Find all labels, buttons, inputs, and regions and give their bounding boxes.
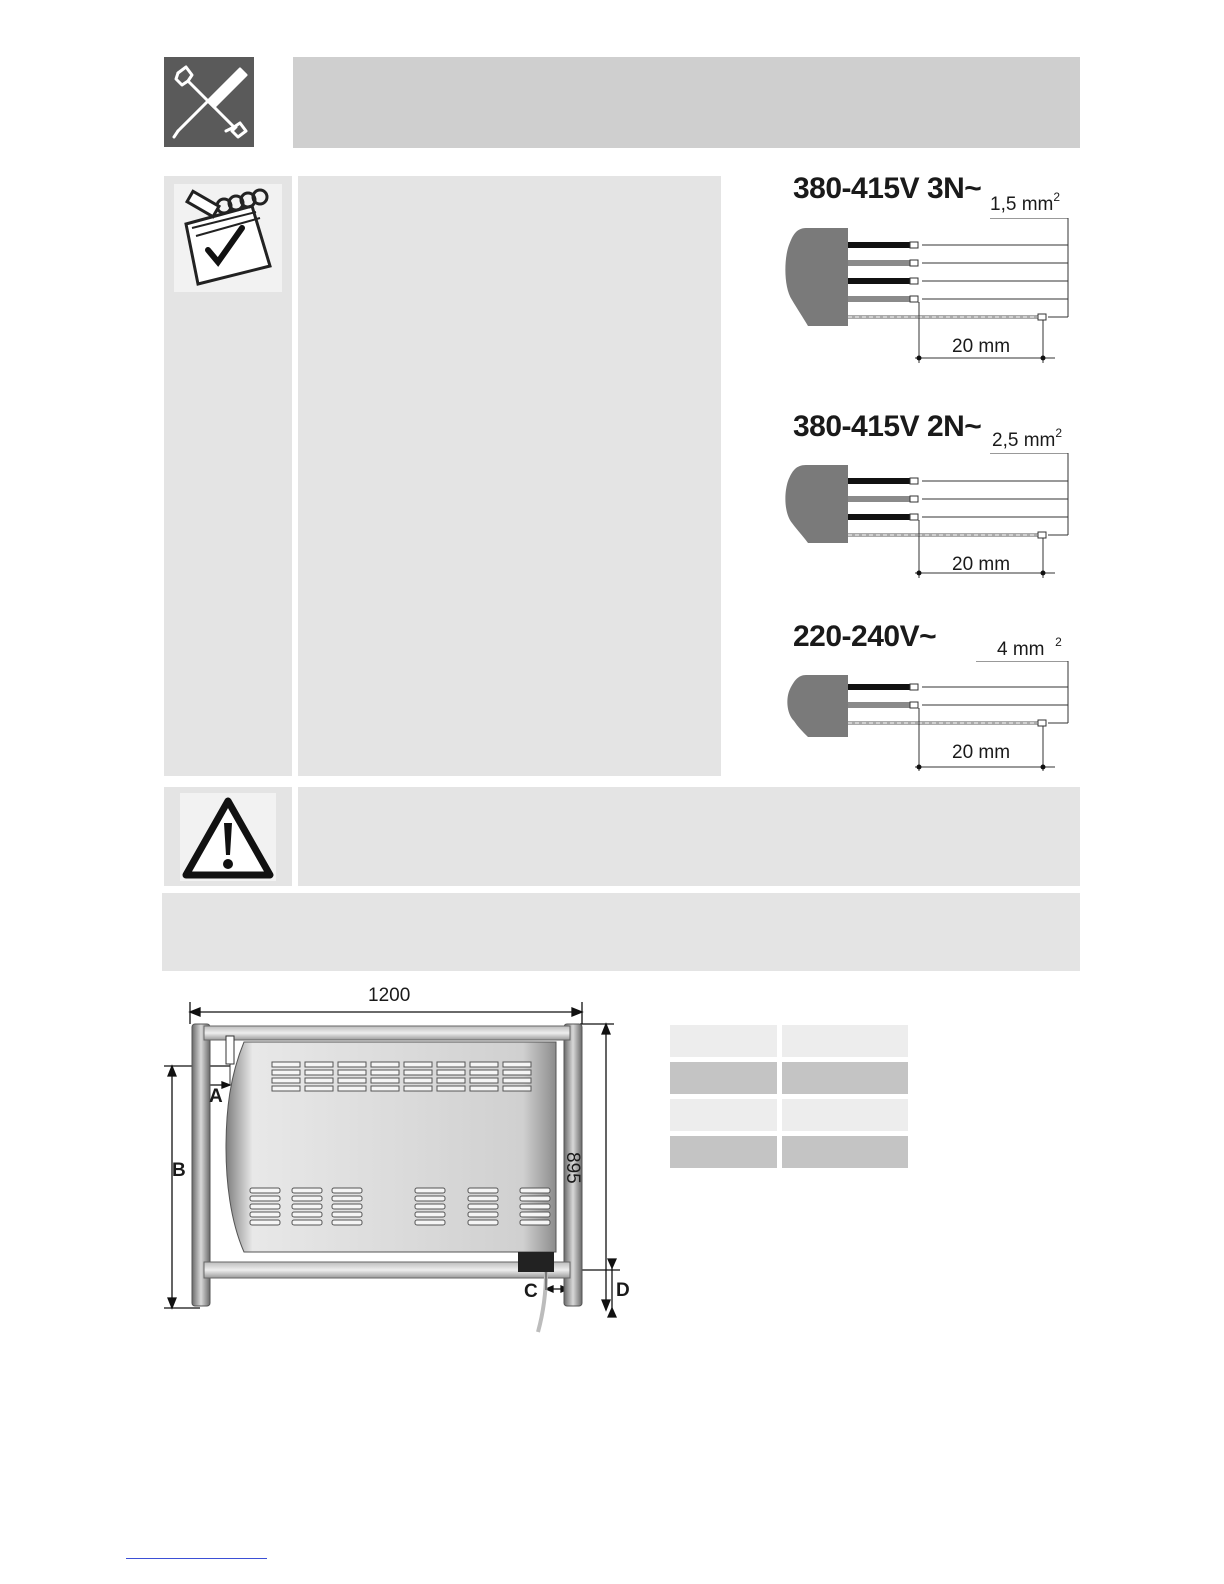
table-cell bbox=[670, 1062, 777, 1094]
wire-section-label: 4 mm $^2$ bbox=[997, 635, 1062, 660]
warning-triangle-icon bbox=[180, 793, 276, 881]
footer-link-underline[interactable] bbox=[126, 1558, 267, 1559]
title-bar bbox=[293, 57, 1080, 148]
section-heading-bar bbox=[162, 893, 1080, 971]
warning-text-panel bbox=[298, 787, 1080, 886]
warning-icon-cell bbox=[164, 787, 292, 886]
wire-section-label: 2,5 $mm^2$ bbox=[992, 426, 1063, 451]
width-dimension-label: 1200 bbox=[368, 985, 411, 1006]
table-row bbox=[670, 1136, 908, 1168]
note-text-panel bbox=[298, 176, 721, 776]
wire-section-label: 1,5 $mm^2$ bbox=[990, 190, 1061, 215]
dimension-c-label: C bbox=[524, 1281, 538, 1302]
table-cell bbox=[782, 1136, 908, 1168]
table-cell bbox=[670, 1025, 777, 1057]
strip-length-label: 20 mm bbox=[952, 554, 1011, 575]
table-cell bbox=[670, 1136, 777, 1168]
table-cell bbox=[670, 1099, 777, 1131]
wiring-diagram-2n bbox=[780, 453, 1080, 593]
table-row bbox=[670, 1025, 908, 1057]
tools-icon bbox=[164, 57, 254, 147]
table-row bbox=[670, 1062, 908, 1094]
table-cell bbox=[782, 1099, 908, 1131]
height-dimension-label: 895 bbox=[562, 1152, 583, 1184]
wiring-diagram-single-phase bbox=[780, 661, 1080, 776]
wiring-voltage-label: 220-240V~ bbox=[793, 620, 937, 653]
wiring-diagrams bbox=[730, 168, 1090, 778]
dimension-d-label: D bbox=[616, 1280, 630, 1301]
note-icon-cell bbox=[164, 176, 292, 776]
table-row bbox=[670, 1099, 908, 1131]
appliance-dimension-diagram bbox=[160, 980, 640, 1340]
wiring-voltage-label: 380-415V 3N~ bbox=[793, 172, 982, 205]
notepad-check-icon bbox=[174, 184, 282, 292]
table-cell bbox=[782, 1025, 908, 1057]
strip-length-label: 20 mm bbox=[952, 336, 1011, 357]
strip-length-label: 20 mm bbox=[952, 742, 1011, 763]
dimension-b-label: B bbox=[172, 1160, 186, 1181]
wiring-diagram-3n bbox=[780, 218, 1080, 373]
wiring-voltage-label: 380-415V 2N~ bbox=[793, 410, 982, 443]
dimension-a-label: A bbox=[209, 1086, 223, 1107]
dimensions-table bbox=[670, 1025, 908, 1173]
table-cell bbox=[782, 1062, 908, 1094]
